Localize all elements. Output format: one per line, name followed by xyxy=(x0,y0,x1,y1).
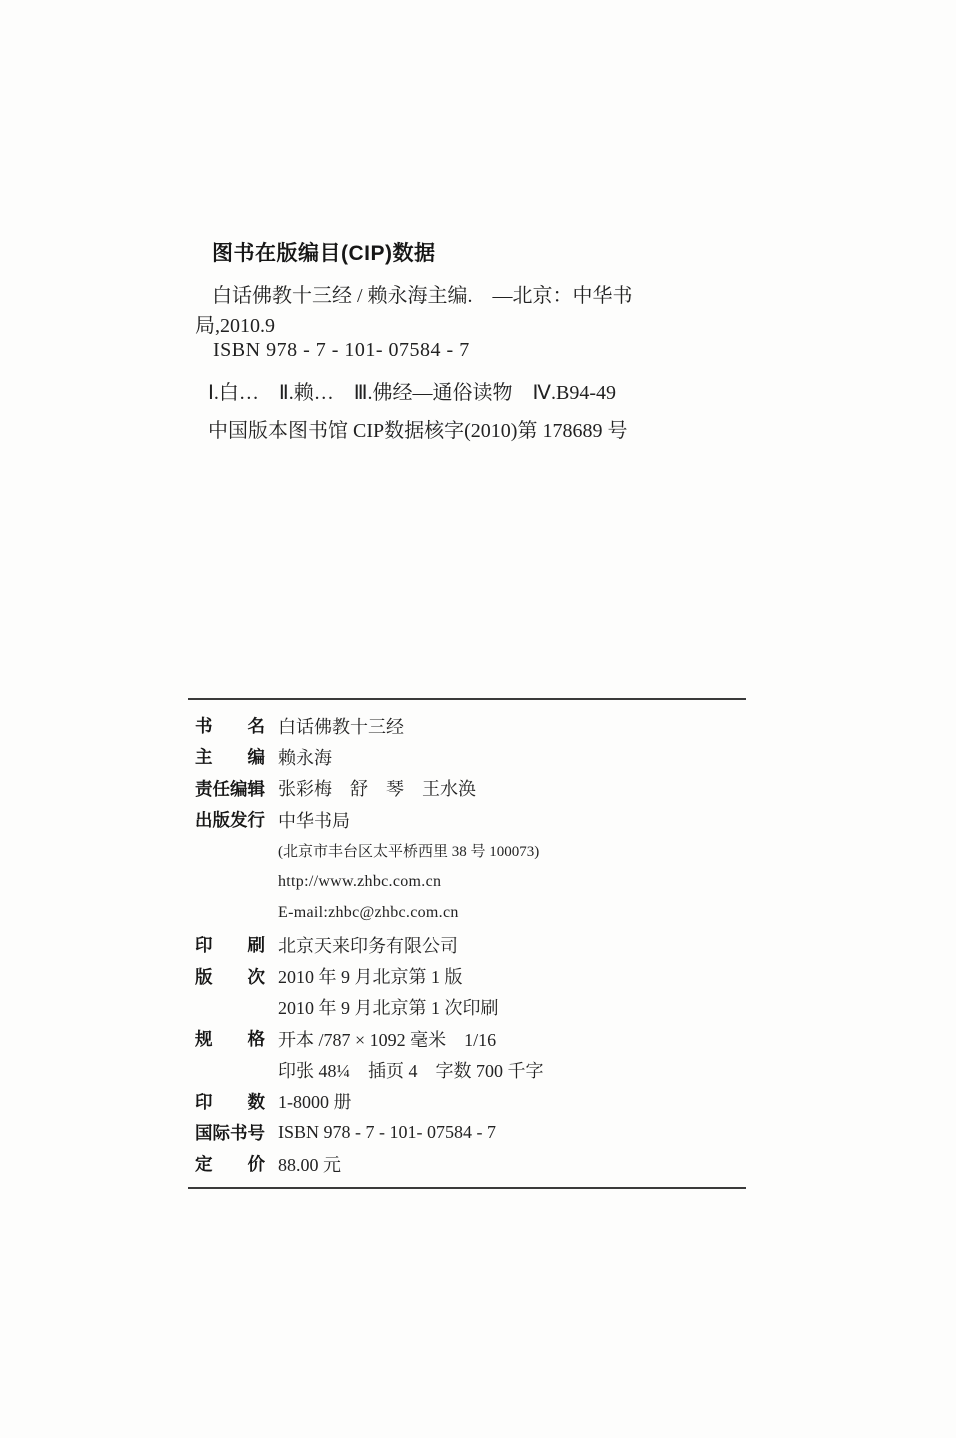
colophon-row xyxy=(195,960,755,991)
colophon-row xyxy=(195,741,755,772)
colophon-row-label: 印 数 xyxy=(195,1091,265,1112)
colophon-row-value: 开本 /787 × 1092 毫米 1/16 xyxy=(278,1029,497,1050)
colophon-row-value: 印张 48¼ 插页 4 字数 700 千字 xyxy=(278,1060,544,1081)
colophon-row-label: 印 刷 xyxy=(195,935,265,956)
cip-description-line2: 局,2010.9 xyxy=(195,315,275,337)
colophon-row-label: 版 次 xyxy=(195,966,265,987)
colophon-row-value: 张彩梅 舒 琴 王水涣 xyxy=(278,779,476,800)
colophon-row-value: 北京天来印务有限公司 xyxy=(278,935,458,956)
colophon-row-value: ISBN 978 - 7 - 101- 07584 - 7 xyxy=(278,1122,496,1142)
colophon-row xyxy=(195,804,755,835)
colophon-row-label: 规 格 xyxy=(195,1029,265,1050)
colophon-row-value: 2010 年 9 月北京第 1 次印刷 xyxy=(278,998,499,1019)
cip-description-line1: 白话佛教十三经 / 赖永海主编. —北京：中华书 xyxy=(212,285,633,307)
colophon-row xyxy=(195,1054,755,1085)
colophon-row xyxy=(195,835,755,866)
colophon-row xyxy=(195,773,755,804)
colophon-row-label: 主 编 xyxy=(195,747,265,768)
colophon-row-label: 责 任 编 辑 xyxy=(195,778,265,799)
colophon-row xyxy=(195,929,755,960)
colophon-row-label: 国 际 书 号 xyxy=(195,1123,265,1143)
colophon-row-label: 出 版 发 行 xyxy=(195,810,265,831)
colophon-row xyxy=(195,1117,755,1148)
colophon-row-label: 书 名 xyxy=(195,716,265,737)
colophon-row-value: 中华书局 xyxy=(278,810,350,831)
colophon-row xyxy=(195,898,755,929)
colophon-row-value: 2010 年 9 月北京第 1 版 xyxy=(278,967,463,988)
colophon-row xyxy=(195,866,755,897)
colophon-row xyxy=(195,1148,755,1179)
cip-classification: Ⅰ.白… Ⅱ.赖… Ⅲ.佛经—通俗读物 Ⅳ.B94-49 xyxy=(208,382,616,404)
cip-record-number: 中国版本图书馆 CIP数据核字(2010)第 178689 号 xyxy=(208,420,628,442)
colophon-row-value: http://www.zhbc.com.cn xyxy=(278,873,442,891)
colophon-row xyxy=(195,1086,755,1117)
colophon-row-value: 赖永海 xyxy=(278,747,332,768)
cip-isbn: ISBN 978 - 7 - 101- 07584 - 7 xyxy=(213,339,470,361)
colophon-table xyxy=(195,710,755,1179)
colophon-top-rule xyxy=(188,698,746,700)
colophon-row-value: E-mail:zhbc@zhbc.com.cn xyxy=(278,904,459,922)
cip-heading: 图书在版编目(CIP)数据 xyxy=(212,242,436,265)
colophon-row xyxy=(195,1023,755,1054)
colophon-row-value: 1-8000 册 xyxy=(278,1092,352,1113)
colophon-row xyxy=(195,992,755,1023)
colophon-bottom-rule xyxy=(188,1187,746,1189)
colophon-row xyxy=(195,710,755,741)
colophon-row-value: 白话佛教十三经 xyxy=(278,716,404,737)
colophon-row-value: 88.00 元 xyxy=(278,1154,341,1175)
colophon-row-label: 定 价 xyxy=(195,1154,265,1175)
colophon-row-value: (北京市丰台区太平桥西里 38 号 100073) xyxy=(278,844,540,861)
